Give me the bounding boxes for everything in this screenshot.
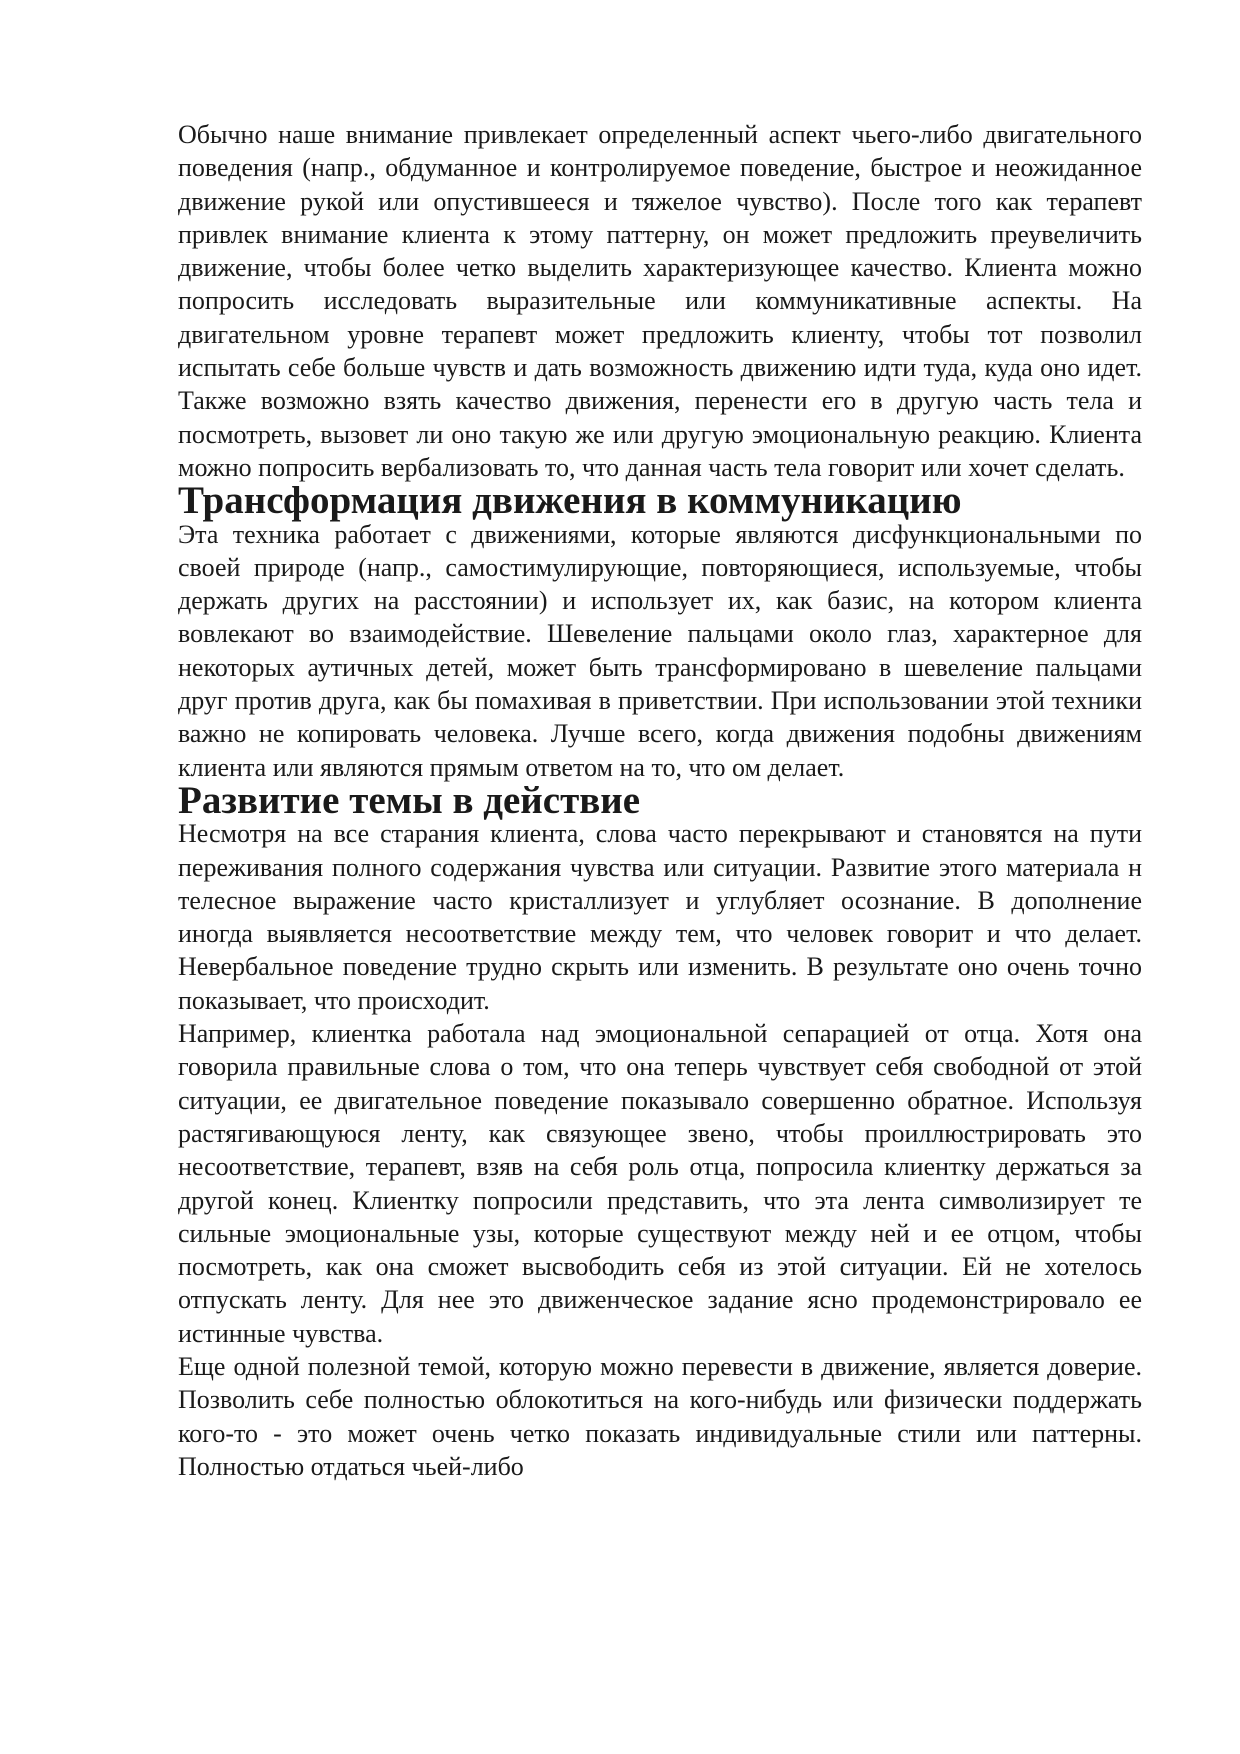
paragraph-attention-to-movement: Обычно наше внимание привлекает определенный аспект чьего-либо двигательного поведения (напр., обдуманное и контролируемое поведение, быстрое и неожиданное движение рукой или опустившееся и тяжелое чувство). После того как терапевт привлек внимание клиента к этому паттерну, он может предложить преувеличить движение, чтобы более четко выделить характеризующее качество. Клиента можно попросить исследовать выразительные или коммуникативные аспекты. На двигательном уровне терапевт может предложить клиенту, чтобы тот позволил испытать себе больше чувств и дать возможность движению идти туда, куда оно идет. Также возможно взять качество движения, перенести его в другую часть тела и посмотреть, вызовет ли оно такую же или другую эмоциональную реакцию. Клиента можно попросить вербализовать то, что данная часть тела говорит или хочет сделать.: [178, 120, 1142, 482]
heading-movement-to-communication: Трансформация движения в коммуникацию: [178, 479, 962, 523]
paragraph-separation-example: Например, клиентка работала над эмоциональной сепарацией от отца. Хотя она говорила правильные слова о том, что она теперь чувствует себя свободной от этой ситуации, ее двигательное поведение показывало совершенно обратное. Используя растягивающуюся ленту, как связующее звено, чтобы проиллюстрировать это несоответствие, терапевт, взяв на себя роль отца, попросила клиентку держаться за другой конец. Клиентку попросили представить, что эта лента символизирует те сильные эмоциональные узы, которые существуют между ней и ее отцом, чтобы посмотреть, как она сможет высвободить себя из этой ситуации. Ей не хотелось отпускать ленту. Для нее это движенческое задание ясно продемонстрировало ее истинные чувства.: [178, 1019, 1142, 1348]
page-body: [178, 118, 1142, 1483]
heading-theme-to-action: Развитие темы в действие: [178, 778, 641, 822]
paragraph-words-vs-feelings: Несмотря на все старания клиента, слова часто перекрывают и становятся на пути переживания полного содержания чувства или ситуации. Развитие этого материала н телесное выражение часто кристаллизует и углубляет осознание. В дополнение иногда выявляется несоответствие между тем, что человек говорит и что делает. Невербальное поведение трудно скрыть или изменить. В результате оно очень точно показывает, что происходит.: [178, 819, 1142, 1015]
paragraph-dysfunctional-movements: Эта техника работает с движениями, которые являются дисфункциональными по своей природе (напр., самостимулирующие, повторяющиеся, используемые, чтобы держать других на расстоянии) и использует их, как базис, на котором клиента вовлекают во взаимодействие. Шевеление пальцами около глаз, характерное для некоторых аутичных детей, может быть трансформировано в шевеление пальцами друг против друга, как бы помахивая в приветствии. При использовании этой техники важно не копировать человека. Лучше всего, когда движения подобны движениям клиента или являются прямым ответом на то, что ом делает.: [178, 519, 1142, 782]
paragraph-trust-theme: Еще одной полезной темой, которую можно перевести в движение, является доверие. Позволить себе полностью облокотиться на кого-нибудь или физически поддержать кого-то - это может очень четко показать индивидуальные стили или паттерны. Полностью отдаться чьей-либо: [178, 1351, 1142, 1481]
